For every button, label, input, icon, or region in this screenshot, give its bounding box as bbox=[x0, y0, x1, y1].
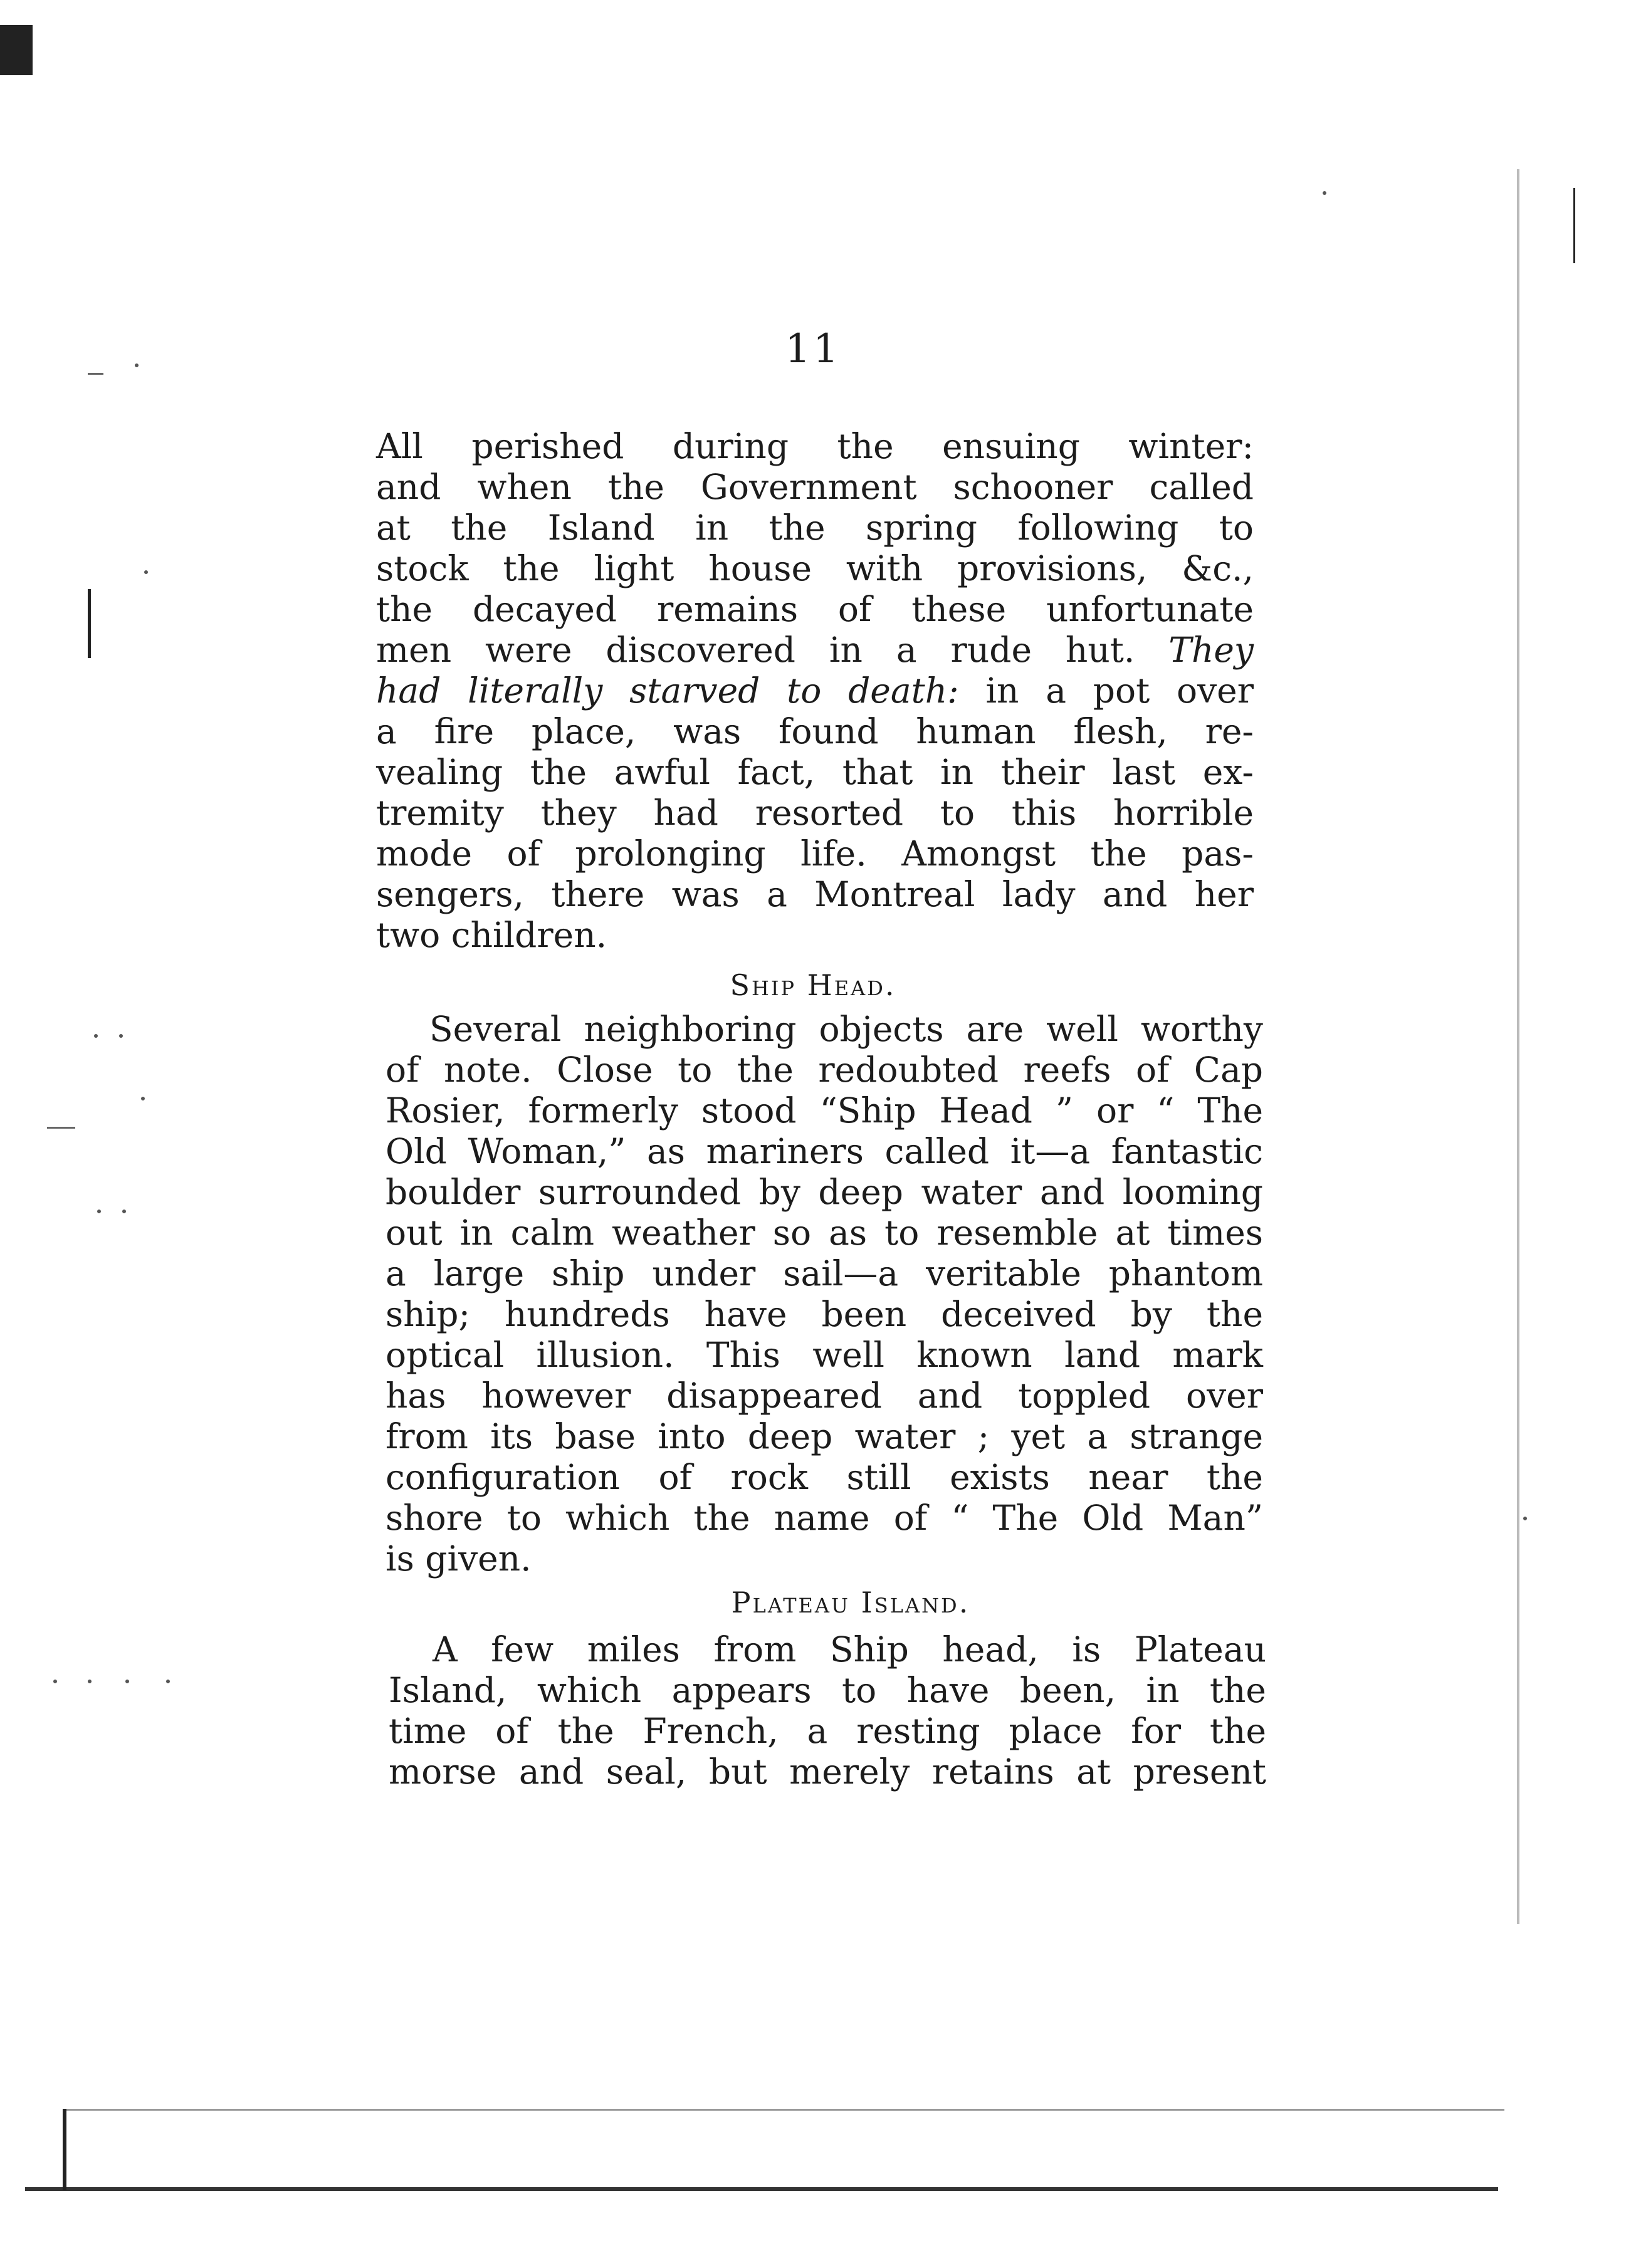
paragraph-2 bbox=[386, 1009, 1263, 1579]
text-line: at the Island in the spring following to bbox=[376, 508, 1254, 548]
text-line: and when the Government schooner called bbox=[376, 467, 1254, 507]
text-line: morse and seal, but merely retains at present bbox=[389, 1752, 1266, 1792]
scan-speck bbox=[144, 570, 148, 574]
italic-fragment: had literally starved to death: bbox=[376, 671, 959, 711]
text-line: optical illusion. This well known land mark bbox=[386, 1335, 1263, 1375]
text-line: Old Woman,” as mariners called it—a fantastic bbox=[386, 1131, 1263, 1171]
text-line: tremity they had resorted to this horrible bbox=[376, 793, 1254, 833]
text-line bbox=[376, 630, 1254, 671]
text-line: a large ship under sail—a veritable phantom bbox=[386, 1253, 1263, 1293]
text-fragment: men were discovered in a rude hut. bbox=[376, 630, 1169, 670]
text-line: sengers, there was a Montreal lady and her bbox=[376, 874, 1254, 914]
text-line bbox=[376, 671, 1254, 711]
scan-speck bbox=[125, 1680, 129, 1683]
scan-speck bbox=[122, 1210, 126, 1213]
text-line: All perished during the ensuing winter: bbox=[376, 426, 1254, 466]
paragraph-1 bbox=[376, 426, 1254, 956]
text-line: two children. bbox=[376, 915, 607, 955]
paragraph-3 bbox=[389, 1629, 1266, 1792]
text-line: configuration of rock still exists near the bbox=[386, 1457, 1263, 1497]
text-line: the decayed remains of these unfortunate bbox=[376, 589, 1254, 629]
text-line: time of the French, a resting place for the bbox=[389, 1711, 1266, 1751]
text-line: stock the light house with provisions, &c., bbox=[376, 548, 1254, 588]
text-line: mode of prolonging life. Amongst the pas- bbox=[376, 834, 1254, 874]
page-number: 11 bbox=[785, 326, 841, 372]
scan-bottom-rule bbox=[25, 2187, 1498, 2191]
scan-speck bbox=[1523, 1517, 1527, 1520]
scan-speck bbox=[97, 1210, 101, 1213]
text-line: out in calm weather so as to resemble at times bbox=[386, 1213, 1263, 1253]
text-line: a fire place, was found human flesh, re- bbox=[376, 711, 1254, 751]
text-fragment: in a pot over bbox=[958, 671, 1254, 711]
scan-speck bbox=[119, 1034, 123, 1038]
scan-speck bbox=[88, 1680, 92, 1683]
text-line: shore to which the name of “ The Old Man” bbox=[386, 1498, 1263, 1538]
text-line: ship; hundreds have been deceived by the bbox=[386, 1294, 1263, 1334]
section-heading-ship-head: Ship Head. bbox=[730, 968, 896, 1002]
scan-bottom-rule-thin bbox=[63, 2109, 1504, 2111]
italic-fragment: They bbox=[1168, 630, 1254, 670]
scan-dash bbox=[88, 373, 103, 375]
scan-speck bbox=[141, 1097, 145, 1100]
text-line: boulder surrounded by deep water and looming bbox=[386, 1172, 1263, 1212]
text-line: vealing the awful fact, that in their last ex- bbox=[376, 752, 1254, 792]
scan-speck bbox=[94, 1034, 98, 1038]
text-line: Island, which appears to have been, in the bbox=[389, 1670, 1266, 1710]
scan-left-bar bbox=[88, 589, 91, 658]
scan-bracket bbox=[63, 2109, 66, 2190]
scan-speck bbox=[53, 1680, 57, 1683]
scan-speck bbox=[166, 1680, 170, 1683]
scan-right-edge bbox=[1517, 169, 1519, 1924]
text-line: is given. bbox=[386, 1539, 532, 1579]
text-line: from its base into deep water ; yet a strange bbox=[386, 1416, 1263, 1456]
section-heading-plateau-island: Plateau Island. bbox=[731, 1586, 970, 1619]
text-line: Rosier, formerly stood “Ship Head ” or “ The bbox=[386, 1090, 1263, 1131]
text-line: A few miles from Ship head, is Plateau bbox=[433, 1629, 1266, 1670]
scan-dash bbox=[47, 1127, 75, 1129]
scan-speck bbox=[1323, 191, 1326, 195]
scan-corner-mark bbox=[0, 25, 33, 75]
text-line: Several neighboring objects are well worthy bbox=[429, 1009, 1263, 1049]
text-line: has however disappeared and toppled over bbox=[386, 1376, 1263, 1416]
text-line: of note. Close to the redoubted reefs of Cap bbox=[386, 1050, 1263, 1090]
scan-right-edge-2 bbox=[1573, 188, 1575, 263]
